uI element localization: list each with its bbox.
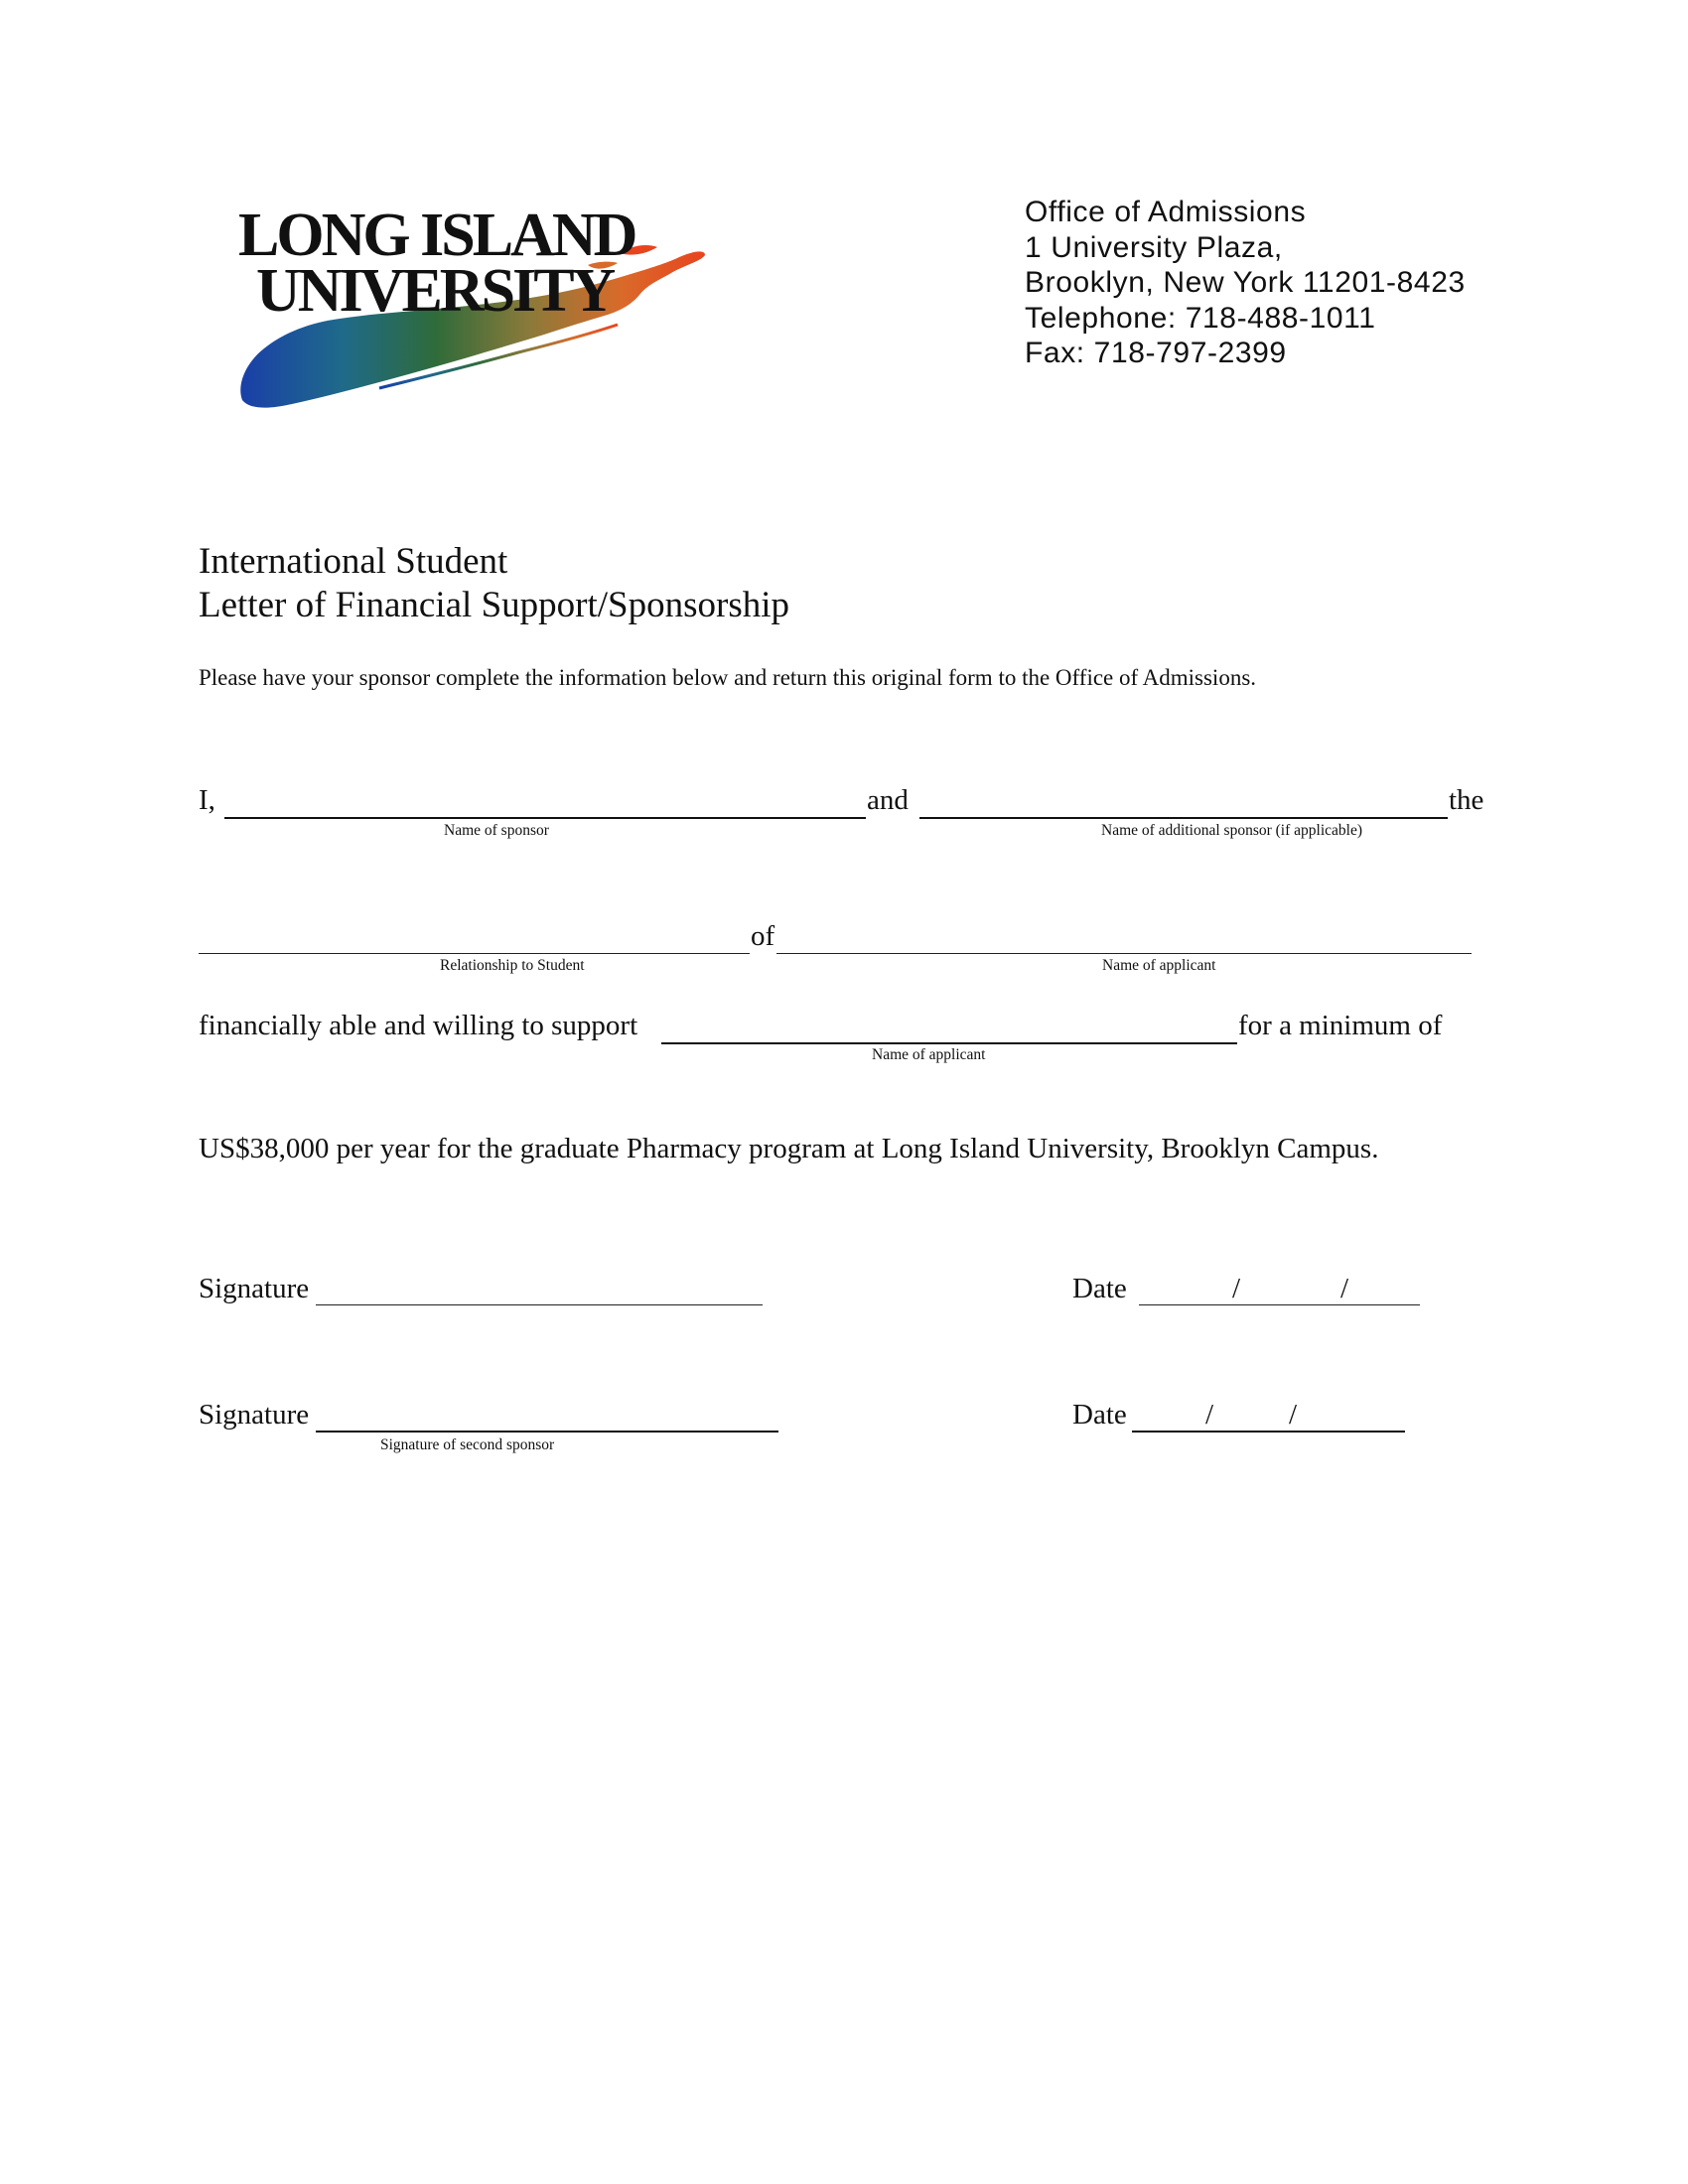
caption-additional-sponsor: Name of additional sponsor (if applicable): [1101, 822, 1362, 839]
fax: Fax: 718-797-2399: [1025, 337, 1287, 369]
date1-label: Date: [1072, 1273, 1127, 1304]
city-address: Brooklyn, New York 11201-8423: [1025, 266, 1466, 299]
street-address: 1 University Plaza,: [1025, 230, 1283, 264]
additional-sponsor-name-field[interactable]: [919, 817, 1448, 819]
instructions: Please have your sponsor complete the information below and return this original form to the Office of Admissions.: [199, 665, 1257, 690]
date2-slash-1: /: [1205, 1399, 1214, 1431]
logo-line2: UNIVERSITY: [256, 257, 614, 325]
applicant-name-field-2[interactable]: [661, 1042, 1237, 1044]
date2-label: Date: [1072, 1399, 1127, 1431]
caption-name-of-applicant-2: Name of applicant: [872, 1046, 986, 1063]
date2-slash-2: /: [1289, 1399, 1298, 1431]
date1-slash-2: /: [1340, 1273, 1349, 1304]
signature2-field[interactable]: [316, 1431, 778, 1433]
relationship-field[interactable]: [199, 953, 750, 954]
telephone: Telephone: 718-488-1011: [1025, 301, 1376, 335]
sponsor-name-field[interactable]: [224, 817, 866, 819]
row1-prefix: I,: [199, 784, 215, 816]
caption-name-of-applicant-1: Name of applicant: [1102, 957, 1216, 974]
signature2-label: Signature: [199, 1399, 310, 1431]
title-line1: International Student: [199, 541, 508, 582]
caption-second-sponsor: Signature of second sponsor: [380, 1436, 555, 1453]
row1-and: and: [867, 784, 909, 816]
signature1-label: Signature: [199, 1273, 310, 1304]
caption-name-of-sponsor: Name of sponsor: [444, 822, 549, 839]
title-line2: Letter of Financial Support/Sponsorship: [199, 585, 790, 625]
office-name: Office of Admissions: [1025, 196, 1307, 228]
row3-prefix: financially able and willing to support: [199, 1010, 638, 1041]
caption-relationship: Relationship to Student: [440, 957, 585, 974]
row3-suffix: for a minimum of: [1238, 1010, 1443, 1041]
amount-statement: US$38,000 per year for the graduate Pharmacy program at Long Island University, Brooklyn Campus.: [199, 1133, 1379, 1164]
logo-line1: LONG ISLAND: [238, 204, 635, 269]
signature1-field[interactable]: [316, 1304, 763, 1305]
date2-field[interactable]: [1132, 1431, 1405, 1433]
long-island-university-logo: [230, 204, 717, 427]
address-block: [1025, 195, 1466, 371]
row1-the: the: [1449, 784, 1484, 816]
date1-slash-1: /: [1232, 1273, 1241, 1304]
applicant-name-field-1[interactable]: [776, 953, 1472, 954]
date1-field[interactable]: [1139, 1304, 1420, 1305]
row2-of: of: [751, 920, 775, 952]
form-title: [199, 540, 789, 627]
